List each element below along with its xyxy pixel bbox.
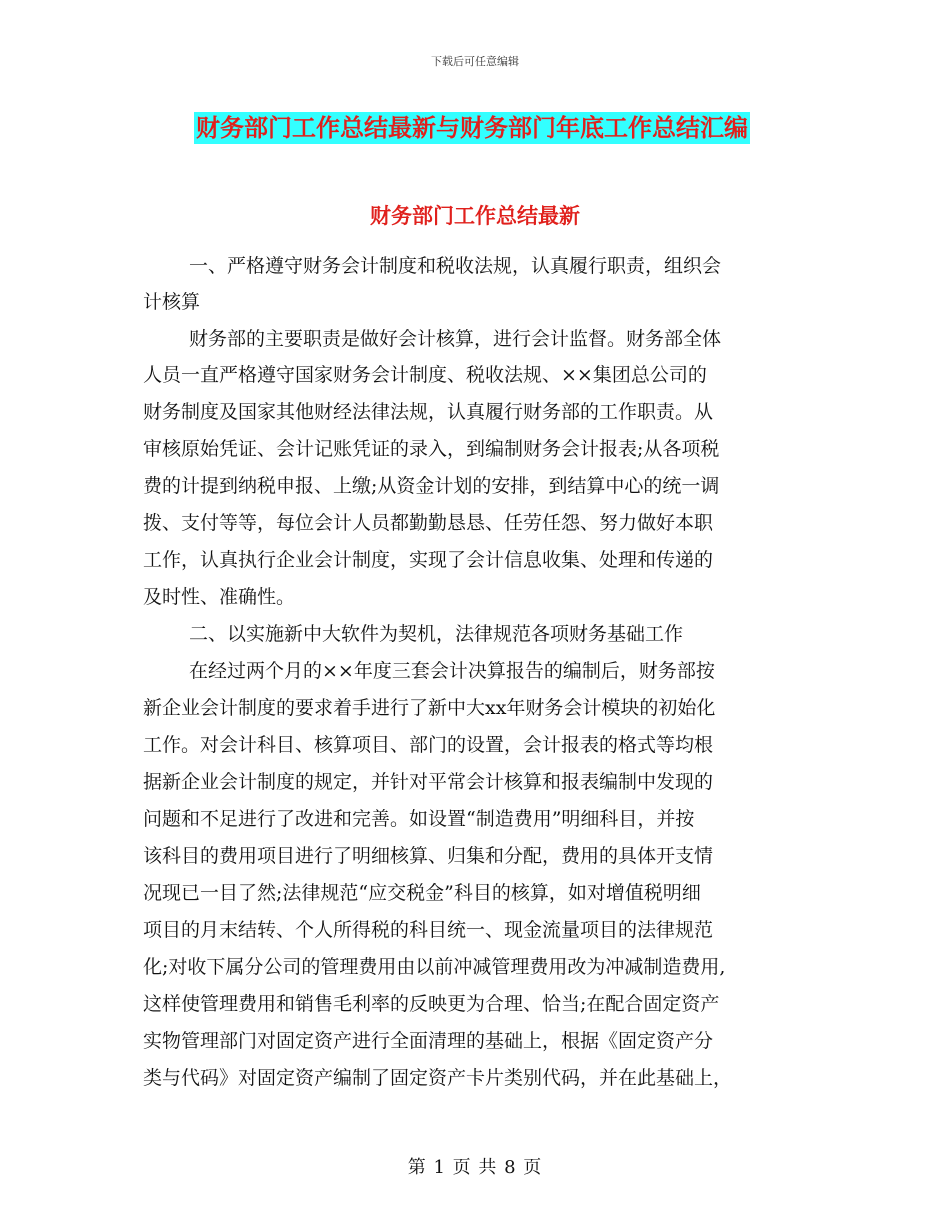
- paragraph-line: 问题和不足进行了改进和完善。如设置“制造费用”明细科目，并按: [143, 808, 695, 830]
- paragraph-line: 况现已一目了然;法律规范“应交税金”科目的核算，如对增值税明细: [143, 882, 701, 904]
- paragraph-line: 这样使管理费用和销售毛利率的反映更为合理、恰当;在配合固定资产: [143, 993, 720, 1015]
- paragraph-line: 二、以实施新中大软件为契机，法律规范各项财务基础工作: [189, 623, 684, 645]
- paragraph-line: 审核原始凭证、会计记账凭证的录入，到编制财务会计报表;从各项税: [143, 438, 720, 460]
- header-note: 下载后可任意编辑: [431, 55, 519, 68]
- paragraph-line: 费的计提到纳税申报、上缴;从资金计划的安排，到结算中心的统一调: [143, 475, 720, 497]
- paragraph-line: 财务部的主要职责是做好会计核算，进行会计监督。财务部全体: [189, 328, 722, 350]
- paragraph-line: 新企业会计制度的要求着手进行了新中大xx年财务会计模块的初始化: [143, 697, 716, 719]
- paragraph-line: 计核算: [143, 291, 201, 313]
- paragraph-line: 据新企业会计制度的规定，并针对平常会计核算和报表编制中发现的: [143, 771, 714, 793]
- paragraph-line: 一、严格遵守财务会计制度和税收法规，认真履行职责，组织会: [189, 255, 722, 277]
- section-title: 财务部门工作总结最新: [370, 204, 580, 228]
- document-title: 财务部门工作总结最新与财务部门年底工作总结汇编: [196, 114, 748, 142]
- paragraph-line: 人员一直严格遵守国家财务会计制度、税收法规、××集团总公司的: [143, 364, 707, 386]
- paragraph-line: 化;对收下属分公司的管理费用由以前冲减管理费用改为冲减制造费用,: [143, 956, 726, 978]
- paragraph-line: 工作，认真执行企业会计制度，实现了会计信息收集、处理和传递的: [143, 549, 714, 571]
- paragraph-line: 财务制度及国家其他财经法律法规，认真履行财务部的工作职责。从: [143, 401, 714, 423]
- paragraph-line: 项目的月末结转、个人所得税的科目统一、现金流量项目的法律规范: [143, 919, 714, 941]
- paragraph-line: 拨、支付等等，每位会计人员都勤勤恳恳、任劳任怨、努力做好本职: [143, 512, 714, 534]
- paragraph-line: 工作。对会计科目、核算项目、部门的设置，会计报表的格式等均根: [143, 734, 714, 756]
- paragraph-line: 在经过两个月的××年度三套会计决算报告的编制后，财务部按: [189, 660, 715, 682]
- paragraph-line: 及时性、准确性。: [143, 586, 296, 608]
- paragraph-line: 该科目的费用项目进行了明细核算、归集和分配，费用的具体开支情: [143, 845, 714, 867]
- paragraph-line: 类与代码》对固定资产编制了固定资产卡片类别代码，并在此基础上，: [143, 1067, 733, 1089]
- paragraph-line: 实物管理部门对固定资产进行全面清理的基础上，根据《固定资产分: [143, 1030, 714, 1052]
- page-number: 第 1 页 共 8 页: [407, 1157, 543, 1178]
